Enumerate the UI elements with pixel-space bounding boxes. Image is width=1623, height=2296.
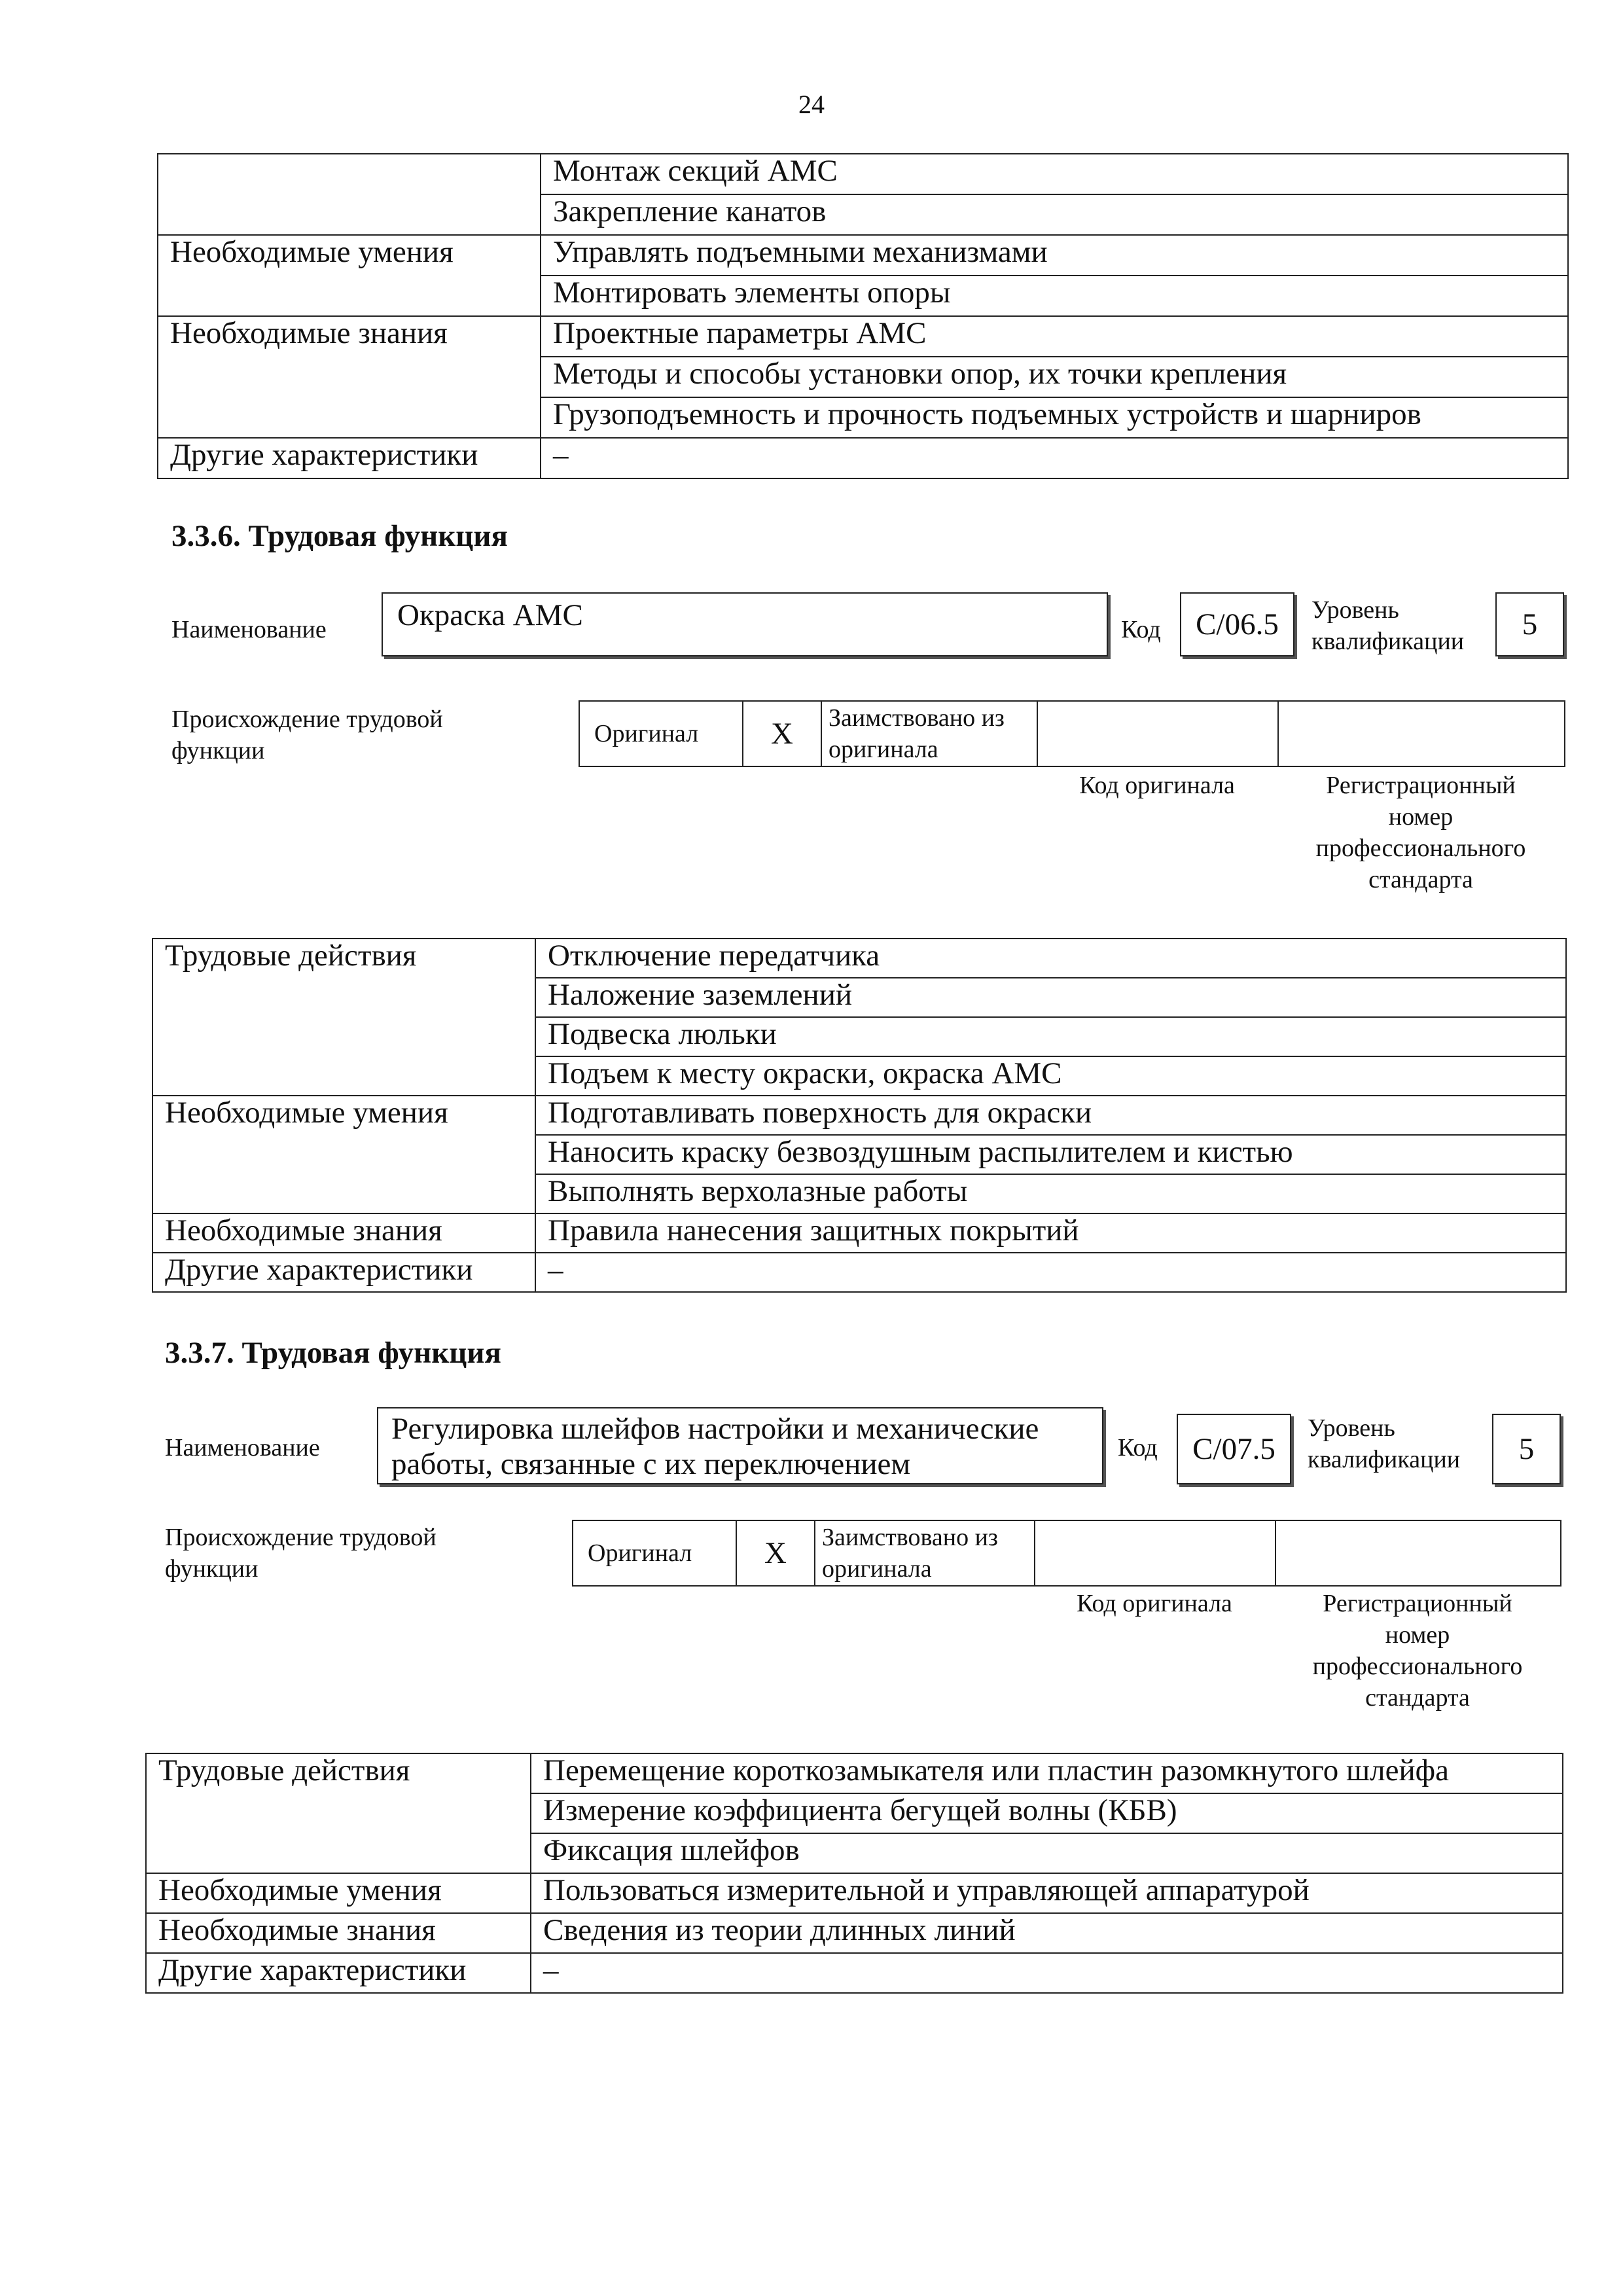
- page-number: 24: [798, 90, 825, 119]
- origin-label-line: Происхождение трудовой: [165, 1524, 437, 1551]
- function-name-value: Окраска АМС: [397, 598, 583, 632]
- level-box: [1492, 1414, 1561, 1484]
- reg-caption-line: профессионального: [1312, 1653, 1523, 1680]
- section-table-label: Необходимые умения: [152, 1096, 535, 1213]
- reg-caption-line: стандарта: [1368, 866, 1473, 893]
- borrowed-label: [821, 701, 1037, 766]
- level-value: 5: [1522, 607, 1538, 641]
- section-table-value: Измерение коэффициента бегущей волны (КБВ): [531, 1793, 1563, 1833]
- top-table-value: Монтаж секций АМС: [541, 154, 1568, 194]
- function-name-box: [382, 592, 1108, 656]
- origin-label-line: функции: [165, 1555, 259, 1583]
- code-box: [1180, 592, 1294, 656]
- section-table-value: Наложение заземлений: [535, 978, 1566, 1017]
- level-value: 5: [1518, 1432, 1535, 1466]
- borrowed-label: [815, 1520, 1035, 1586]
- origin-label-line: Происхождение трудовой: [171, 706, 443, 733]
- top-table-value: Монтировать элементы опоры: [541, 276, 1568, 316]
- original-mark: X: [743, 701, 821, 766]
- top-table-value: Методы и способы установки опор, их точки крепления: [541, 357, 1568, 397]
- reg-caption-line: Регистрационный: [1326, 772, 1516, 799]
- original-label: Оригинал: [573, 1520, 736, 1586]
- function-name-line: Регулировка шлейфов настройки и механические: [391, 1412, 1039, 1446]
- section-table-label: Необходимые знания: [152, 1213, 535, 1253]
- level-box: [1495, 592, 1564, 656]
- code-box: [1177, 1414, 1291, 1484]
- section-table-label: Трудовые действия: [146, 1753, 531, 1873]
- top-table-value: Проектные параметры АМС: [541, 316, 1568, 357]
- top-table: [157, 153, 1569, 479]
- origin-table: [579, 700, 1565, 767]
- section-table-value: Подготавливать поверхность для окраски: [535, 1096, 1566, 1135]
- top-table-value: Грузоподъемность и прочность подъемных устройств и шарниров: [541, 397, 1568, 438]
- reg-caption-line: профессионального: [1315, 834, 1526, 862]
- section-table-label: Необходимые умения: [146, 1873, 531, 1913]
- section-table-value: Пользоваться измерительной и управляющей аппаратурой: [531, 1873, 1563, 1913]
- origin-label-line: функции: [171, 737, 265, 764]
- section-table-label: Необходимые знания: [146, 1913, 531, 1953]
- level-label-line: Уровень: [1311, 596, 1399, 624]
- level-label-line: квалификации: [1308, 1446, 1461, 1473]
- reg-number-cell: [1278, 701, 1565, 766]
- section-table-value: –: [531, 1953, 1563, 1993]
- origin-table: [572, 1520, 1561, 1587]
- section-table-value: –: [535, 1253, 1566, 1292]
- section-table-label: Другие характеристики: [146, 1953, 531, 1993]
- origin-label: [165, 1522, 437, 1585]
- original-label: Оригинал: [579, 701, 743, 766]
- reg-caption-line: номер: [1388, 803, 1454, 831]
- level-label-line: Уровень: [1308, 1414, 1395, 1442]
- code-label: Код: [1118, 1434, 1158, 1462]
- section-table-value: Выполнять верхолазные работы: [535, 1174, 1566, 1213]
- section-table-value: Отключение передатчика: [535, 939, 1566, 978]
- section-table-value: Фиксация шлейфов: [531, 1833, 1563, 1873]
- level-label: [1311, 594, 1464, 657]
- section-table-label: Другие характеристики: [152, 1253, 535, 1292]
- section-heading: 3.3.6. Трудовая функция: [171, 519, 508, 553]
- reg-caption-line: номер: [1385, 1621, 1450, 1649]
- borrowed-label-line: Заимствовано из: [829, 704, 1005, 732]
- level-label-line: квалификации: [1311, 628, 1465, 655]
- original-mark: X: [736, 1520, 815, 1586]
- code-original-cell: [1035, 1520, 1275, 1586]
- borrowed-label-line: оригинала: [829, 736, 938, 763]
- reg-number-caption: [1275, 1588, 1560, 1713]
- top-table-label: Другие характеристики: [158, 438, 541, 478]
- code-value: С/07.5: [1192, 1432, 1275, 1466]
- top-table-label-cell: [158, 154, 541, 235]
- section-table-label: Трудовые действия: [152, 939, 535, 1096]
- code-value: С/06.5: [1196, 607, 1279, 641]
- code-original-caption: Код оригинала: [1079, 772, 1235, 799]
- code-original-caption: Код оригинала: [1077, 1590, 1232, 1617]
- borrowed-label-line: оригинала: [822, 1555, 932, 1583]
- top-table-value: –: [541, 438, 1568, 478]
- reg-number-caption: [1277, 770, 1564, 895]
- reg-caption-line: Регистрационный: [1323, 1590, 1512, 1617]
- section-table: [152, 938, 1567, 1293]
- section-table: [145, 1753, 1563, 1994]
- section-heading: 3.3.7. Трудовая функция: [165, 1336, 501, 1370]
- section-table-value: Правила нанесения защитных покрытий: [535, 1213, 1566, 1253]
- top-table-label: Необходимые умения: [158, 235, 541, 316]
- function-name-line: работы, связанные с их переключением: [391, 1447, 911, 1481]
- borrowed-label-line: Заимствовано из: [822, 1524, 998, 1551]
- name-label: Наименование: [171, 616, 327, 643]
- top-table-value: Закрепление канатов: [541, 194, 1568, 235]
- section-table-value: Перемещение короткозамыкателя или пластин разомкнутого шлейфа: [531, 1753, 1563, 1793]
- code-original-cell: [1037, 701, 1278, 766]
- top-table-label: Необходимые знания: [158, 316, 541, 438]
- reg-caption-line: стандарта: [1365, 1684, 1470, 1712]
- level-label: [1308, 1412, 1460, 1475]
- code-label: Код: [1121, 616, 1161, 643]
- section-table-value: Подъем к месту окраски, окраска АМС: [535, 1056, 1566, 1096]
- section-table-value: Наносить краску безвоздушным распылителем и кистью: [535, 1135, 1566, 1174]
- name-label: Наименование: [165, 1434, 320, 1462]
- reg-number-cell: [1275, 1520, 1561, 1586]
- section-table-value: Подвеска люльки: [535, 1017, 1566, 1056]
- top-table-value: Управлять подъемными механизмами: [541, 235, 1568, 276]
- section-table-value: Сведения из теории длинных линий: [531, 1913, 1563, 1953]
- origin-label: [171, 704, 443, 766]
- function-name-box: [377, 1407, 1103, 1484]
